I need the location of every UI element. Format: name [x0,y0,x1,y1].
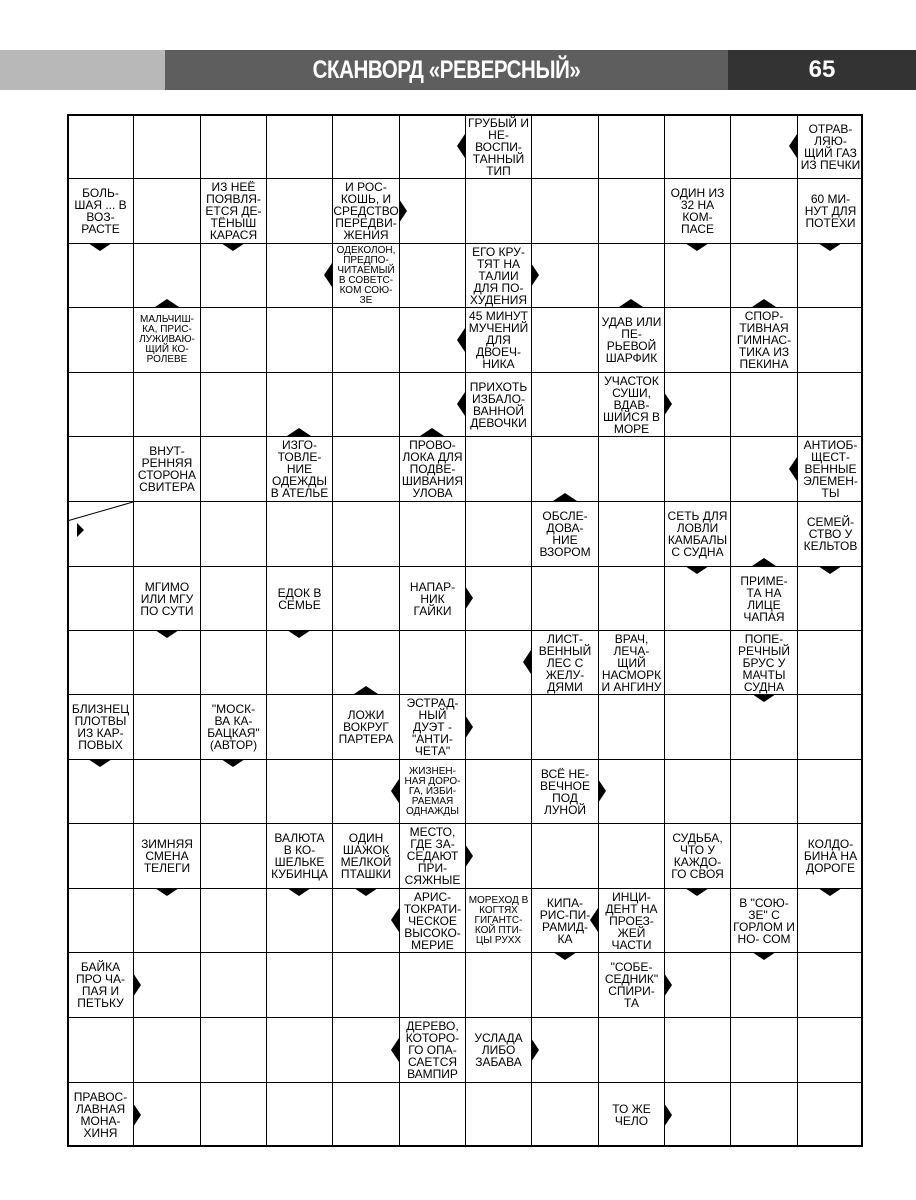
grid-line-horizontal [67,372,863,373]
crossword-grid [67,114,863,1147]
arrow-down-icon [685,243,709,251]
clue-cell: НАПАР- НИК ГАЙКИ [409,579,456,618]
arrow-left-icon [789,134,797,158]
clue-cell: 60 МИ- НУТ ДЛЯ ПОТЕХИ [804,192,857,230]
arrow-left-icon [324,263,332,287]
clue-cell: СПОР- ТИВНАЯ ГИМНАС- ТИКА ИЗ ПЕКИНА [736,309,792,371]
arrow-right-icon [465,586,473,610]
clue-cell: ОБСЛЕ- ДОВА- НИЕ ВЗОРОМ [539,509,591,559]
arrow-down-icon [88,759,112,767]
arrow-right-icon [399,199,407,223]
arrow-left-icon [391,1038,399,1062]
clue-cell: ТО ЖЕ ЧЕЛО [612,1102,651,1128]
grid-line-horizontal [67,114,863,116]
arrow-up-icon [619,299,643,307]
clue-cell: УДАВ ИЛИ ПЕ- РЬЕВОЙ ШАРФИК [601,315,662,365]
arrow-up-icon [354,686,378,694]
page-title: СКАНВОРД «РЕВЕРСНЫЙ» [312,56,581,84]
arrow-up-icon [553,493,577,501]
clue-cell: ЕДОК В СЕМЬЕ [277,585,322,612]
clue-cell: ОДИН ШАЖОК МЕЛКОЙ ПТАШКИ [340,831,392,881]
clue-cell: АРИС- ТОКРАТИ- ЧЕСКОЕ ВЫСОКО- МЕРИЕ [403,889,462,952]
clue-cell: ЛОЖИ ВОКРУГ ПАРТЕРА [338,708,394,746]
arrow-down-icon [818,888,842,896]
clue-cell: ИНЦИ- ДЕНТ НА ПРОЕЗ- ЖЕЙ ЧАСТИ [605,889,658,952]
arrow-down-icon [354,888,378,896]
clue-cell: СЕМЕЙ- СТВО У КЕЛЬТОВ [803,515,858,553]
clue-cell: ДЕРЕВО, КОТОРО- ГО ОПА- САЕТСЯ ВАМПИР [405,1019,460,1081]
grid-line-horizontal [67,1082,863,1083]
page-number: 65 [808,56,836,83]
grid-line-horizontal [67,243,863,244]
arrow-left-icon [523,650,531,674]
clue-cell: И РОС- КОШЬ, И СРЕДСТВО ПЕРЕДВИ- ЖЕНИЯ [333,180,399,242]
arrow-up-icon [752,558,776,566]
arrow-down-icon [752,694,776,702]
clue-cell: МЕСТО, ГДЕ ЗА- СЕДАЮТ ПРИ- СЯЖНЫЕ [404,825,461,887]
clue-cell: ВРАЧ, ЛЕЧА- ЩИЙ НАСМОРК И АНГИНУ [601,631,662,694]
clue-cell: 45 МИНУТ МУЧЕНИЙ ДЛЯ ДВОЕЧ- НИКА [468,309,529,371]
arrow-right-icon [465,715,473,739]
arrow-up-icon [155,299,179,307]
clue-cell: УСЛАДА ЛИБО ЗАБАВА [474,1031,523,1069]
grid-line-horizontal [67,1017,863,1018]
arrow-right-icon [133,1103,141,1127]
clue-cell: БОЛЬ- ШАЯ ... В ВОЗ- РАСТЕ [74,186,127,236]
clue-cell: МОРЕХОД В КОГТЯХ ГИГАНТС- КОЙ ПТИ- ЦЫ РУХХ [468,894,529,946]
grid-line-horizontal [67,1145,863,1147]
arrow-down-icon [287,888,311,896]
arrow-right-icon [664,973,672,997]
header-band-light [0,50,165,90]
grid-line-horizontal [67,178,863,179]
clue-cell: ЗИМНЯЯ СМЕНА ТЕЛЕГИ [141,837,193,875]
clue-cell: "МОСК- ВА КА- БАЦКАЯ" (АВТОР) [207,702,260,752]
clue-cell: ПРОВО- ЛОКА ДЛЯ ПОДВЕ- ШИВАНИЯ УЛОВА [401,438,464,500]
arrow-right-icon [133,973,141,997]
grid-line-horizontal [67,694,863,695]
arrow-left-icon [391,908,399,932]
clue-cell: ОДЕКОЛОН, ПРЕДПО- ЧИТАЕМЫЙ В СОВЕТС- КОМ СОЮ- ЗЕ [336,244,396,306]
arrow-down-icon [685,888,709,896]
clue-cell: СУДЬБА, ЧТО У КАЖДО- ГО СВОЯ [671,831,724,881]
arrow-left-icon [391,779,399,803]
clue-cell: ЕГО КРУ- ТЯТ НА ТАЛИИ ДЛЯ ПО- ХУДЕНИЯ [469,244,528,307]
clue-cell: УЧАСТОК СУШИ, ВДАВ- ШИЙСЯ В МОРЕ [603,373,660,436]
grid-line-horizontal [67,501,863,502]
arrow-down-icon [685,566,709,574]
arrow-up-icon [420,428,444,436]
clue-cell: КОЛДО- БИНА НА ДОРОГЕ [803,837,858,875]
grid-line-horizontal [67,952,863,953]
arrow-left-icon [457,134,465,158]
arrow-left-icon [457,392,465,416]
arrow-down-icon [553,952,577,960]
corner-arrow-icon [77,523,84,537]
arrow-down-icon [287,630,311,638]
arrow-right-icon [531,263,539,287]
clue-cell: ЛИСТ- ВЕННЫЙ ЛЕС С ЖЕЛУ- ДЯМИ [538,631,592,694]
clue-cell: ВАЛЮТА В КО- ШЕЛЬКЕ КУБИНЦА [271,831,328,881]
arrow-right-icon [664,392,672,416]
clue-cell: ПОПЕ- РЕЧНЫЙ БРУС У МАЧТЫ СУДНА [738,631,790,694]
clue-cell: ПРАВОС- ЛАВНАЯ МОНА- ХИНЯ [73,1090,128,1140]
clue-cell: ПРИХОТЬ ИЗБАЛО- ВАННОЙ ДЕВОЧКИ [469,379,528,430]
arrow-down-icon [221,243,245,251]
arrow-left-icon [789,457,797,481]
arrow-left-icon [457,328,465,352]
arrow-right-icon [465,844,473,868]
arrow-up-icon [287,428,311,436]
arrow-right-icon [664,1103,672,1127]
clue-cell: ИЗГО- ТОВЛЕ- НИЕ ОДЕЖДЫ В АТЕЛЬЕ [270,438,329,500]
arrow-down-icon [155,630,179,638]
clue-cell: В "СОЮ- ЗЕ" С ГОРЛОМ И НО- СОМ [733,895,795,946]
clue-cell: ВСЁ НЕ- ВЕЧНОЕ ПОД ЛУНОЙ [539,766,590,817]
clue-cell: БАЙКА ПРО ЧА- ПАЯ И ПЕТЬКУ [75,960,126,1010]
clue-cell: ПРИМЕ- ТА НА ЛИЦЕ ЧАПАЯ [740,573,788,624]
arrow-right-icon [531,1038,539,1062]
arrow-left-icon [590,908,598,932]
clue-cell: ЭСТРАД- НЫЙ ДУЭТ - "АНТИ- ЧЕТА" [406,696,459,758]
diagonal-divider [67,502,133,521]
clue-cell: ОТРАВ- ЛЯЮ- ЩИЙ ГАЗ ИЗ ПЕЧКИ [800,121,861,172]
clue-cell: ГРУБЫЙ И НЕ- ВОСПИ- ТАННЫЙ ТИП [468,115,529,178]
grid-line-horizontal [67,759,863,760]
clue-cell: "СОБЕ- СЕДНИК" СПИРИ- ТА [604,960,659,1010]
arrow-down-icon [818,566,842,574]
clue-cell: ВНУТ- РЕННЯЯ СТОРОНА СВИТЕРА [137,444,197,494]
clue-cell: КИПА- РИС-ПИ- РАМИД- КА [539,895,591,946]
arrow-down-icon [752,952,776,960]
arrow-down-icon [155,888,179,896]
arrow-down-icon [818,243,842,251]
clue-cell: БЛИЗНЕЦ ПЛОТВЫ ИЗ КАР- ПОВЫХ [71,702,130,752]
clue-cell: ЖИЗНЕН- НАЯ ДОРО- ГА, ИЗБИ- РАЕМАЯ ОДНАЖДЫ [404,765,461,817]
clue-cell: ИЗ НЕЁ ПОЯВЛЯ- ЕТСЯ ДЕ- ТЁНЫШ КАРАСЯ [205,180,262,242]
arrow-up-icon [752,299,776,307]
clue-cell: СЕТЬ ДЛЯ ЛОВЛИ КАМБАЛЫ С СУДНА [667,509,728,559]
arrow-down-icon [88,243,112,251]
clue-cell: МАЛЬЧИШ- КА, ПРИС- ЛУЖИВАЮ- ЩИЙ КО- РОЛЕВЕ [139,314,195,365]
clue-cell: МГИМО ИЛИ МГУ ПО СУТИ [140,579,194,618]
arrow-right-icon [598,779,606,803]
arrow-down-icon [221,759,245,767]
clue-cell: АНТИОБ- ЩЕСТ- ВЕННЫЕ ЭЛЕМЕН- ТЫ [803,438,858,500]
clue-cell: ОДИН ИЗ 32 НА КОМ- ПАСЕ [670,186,725,236]
